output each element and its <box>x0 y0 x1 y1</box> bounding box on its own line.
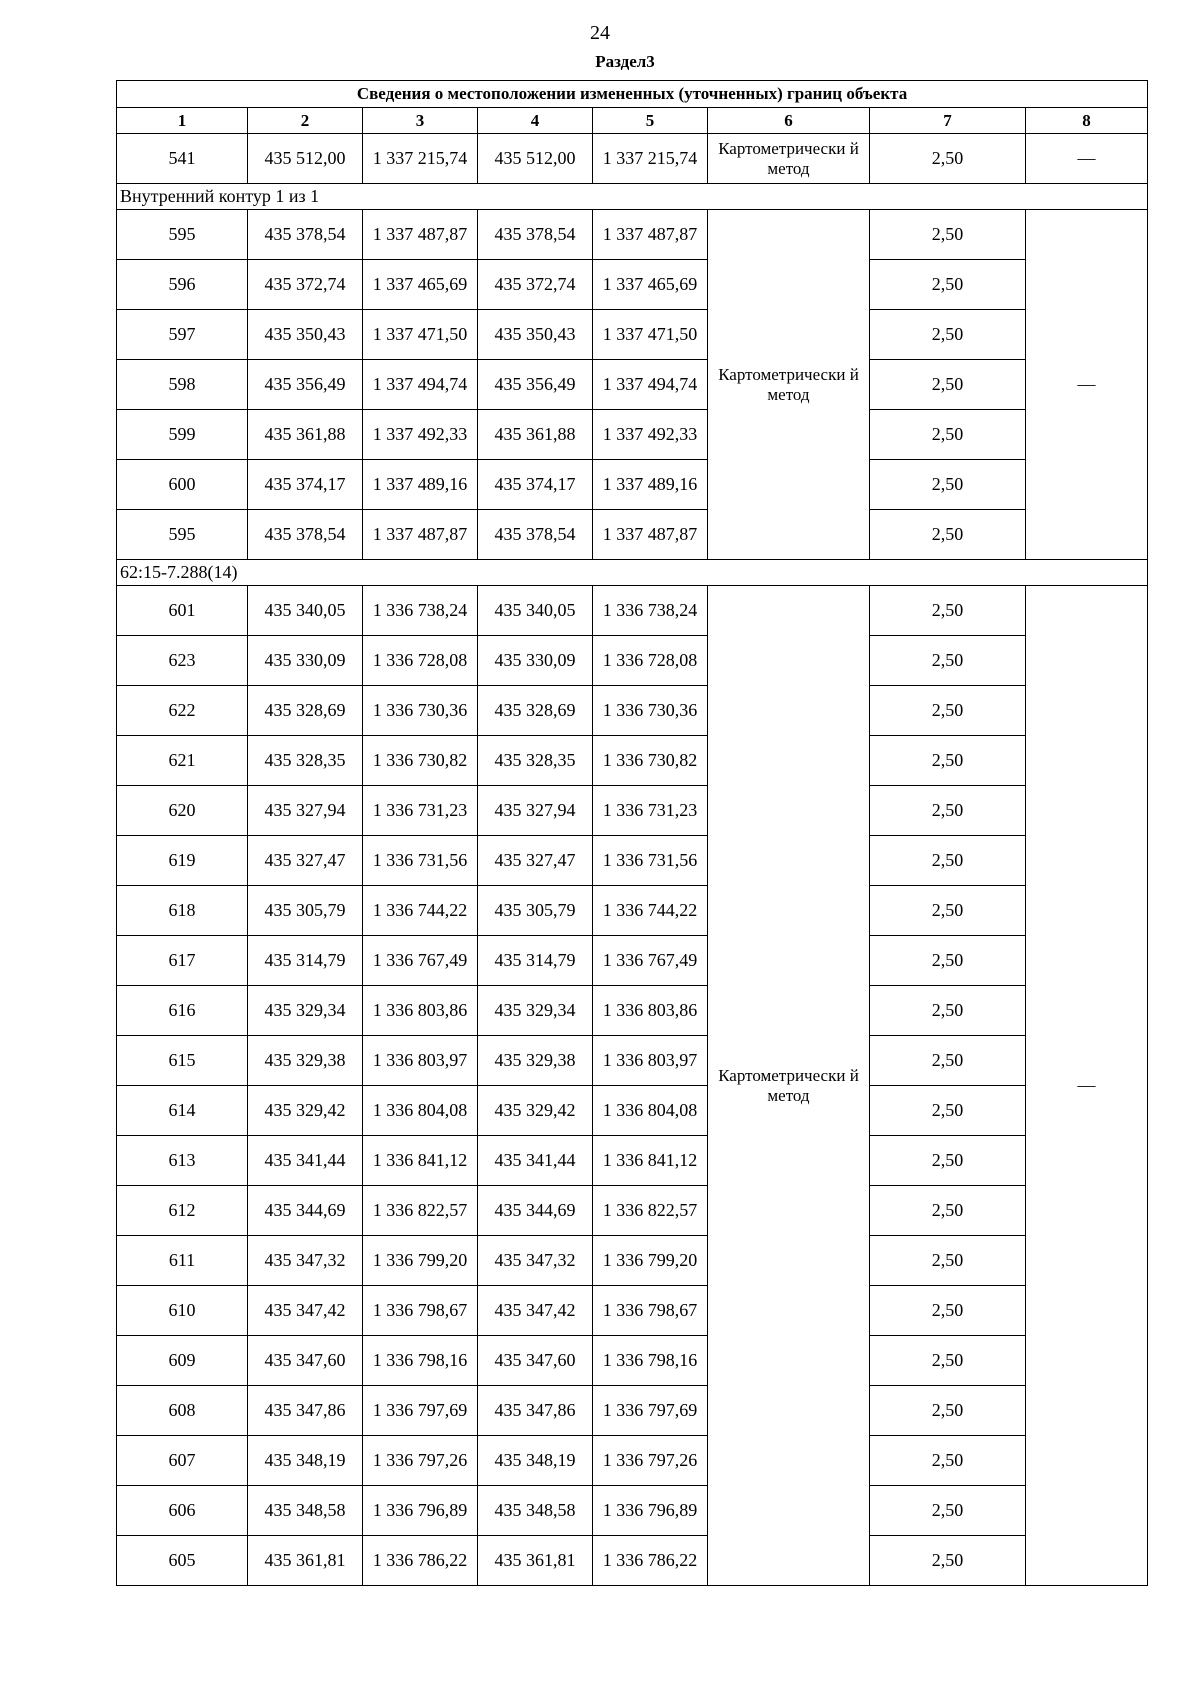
point-number: 607 <box>117 1436 248 1486</box>
point-number: 613 <box>117 1136 248 1186</box>
cell-x-new: 435 341,44 <box>478 1136 593 1186</box>
cell-x-existing: 435 356,49 <box>248 360 363 410</box>
cell-y-new: 1 336 841,12 <box>593 1136 708 1186</box>
cell-x-existing: 435 347,60 <box>248 1336 363 1386</box>
cell-y-new: 1 337 465,69 <box>593 260 708 310</box>
point-number: 541 <box>117 134 248 184</box>
cell-accuracy: 2,50 <box>870 1386 1026 1436</box>
cell-y-existing: 1 336 786,22 <box>363 1536 478 1586</box>
table-row <box>117 936 1148 986</box>
cell-x-new: 435 328,35 <box>478 736 593 786</box>
point-number: 595 <box>117 210 248 260</box>
column-header: 1 <box>117 108 248 134</box>
cell-x-existing: 435 512,00 <box>248 134 363 184</box>
method-cell: Картометрически й метод <box>708 210 870 560</box>
cell-y-existing: 1 337 465,69 <box>363 260 478 310</box>
cell-x-new: 435 361,81 <box>478 1536 593 1586</box>
cell-y-new: 1 336 786,22 <box>593 1536 708 1586</box>
contour-label-row <box>117 560 1148 586</box>
point-number: 612 <box>117 1186 248 1236</box>
cell-x-existing: 435 350,43 <box>248 310 363 360</box>
table-row <box>117 134 1148 184</box>
cell-accuracy: 2,50 <box>870 1036 1026 1086</box>
cell-y-existing: 1 336 767,49 <box>363 936 478 986</box>
cell-x-new: 435 374,17 <box>478 460 593 510</box>
cell-y-new: 1 337 492,33 <box>593 410 708 460</box>
table-row <box>117 636 1148 686</box>
point-number: 599 <box>117 410 248 460</box>
cell-y-existing: 1 337 494,74 <box>363 360 478 410</box>
point-number: 595 <box>117 510 248 560</box>
point-number: 620 <box>117 786 248 836</box>
point-number: 598 <box>117 360 248 410</box>
cell-x-new: 435 348,19 <box>478 1436 593 1486</box>
cell-y-new: 1 336 797,69 <box>593 1386 708 1436</box>
cell-accuracy: 2,50 <box>870 260 1026 310</box>
cell-accuracy: 2,50 <box>870 886 1026 936</box>
cell-x-existing: 435 327,47 <box>248 836 363 886</box>
cell-x-existing: 435 330,09 <box>248 636 363 686</box>
cell-y-existing: 1 336 841,12 <box>363 1136 478 1186</box>
cell-y-existing: 1 336 796,89 <box>363 1486 478 1536</box>
column-header: 6 <box>708 108 870 134</box>
point-number: 617 <box>117 936 248 986</box>
table-row <box>117 1036 1148 1086</box>
table-row <box>117 736 1148 786</box>
cell-x-existing: 435 347,42 <box>248 1286 363 1336</box>
cell-accuracy: 2,50 <box>870 586 1026 636</box>
contour-label: Внутренний контур 1 из 1 <box>117 184 1148 210</box>
cell-x-new: 435 327,47 <box>478 836 593 886</box>
cell-y-existing: 1 336 798,16 <box>363 1336 478 1386</box>
cell-y-existing: 1 336 731,23 <box>363 786 478 836</box>
cell-y-new: 1 337 471,50 <box>593 310 708 360</box>
point-number: 623 <box>117 636 248 686</box>
cell-x-existing: 435 348,58 <box>248 1486 363 1536</box>
point-number: 621 <box>117 736 248 786</box>
cell-accuracy: 2,50 <box>870 1186 1026 1236</box>
cell-y-new: 1 336 796,89 <box>593 1486 708 1536</box>
table-row <box>117 1386 1148 1436</box>
cell-accuracy: 2,50 <box>870 1536 1026 1586</box>
cell-y-new: 1 337 215,74 <box>593 134 708 184</box>
cell-accuracy: 2,50 <box>870 1486 1026 1536</box>
cell-y-existing: 1 336 730,82 <box>363 736 478 786</box>
table-row <box>117 986 1148 1036</box>
cell-y-existing: 1 336 797,69 <box>363 1386 478 1436</box>
point-number: 601 <box>117 586 248 636</box>
cell-x-existing: 435 348,19 <box>248 1436 363 1486</box>
cell-y-existing: 1 336 738,24 <box>363 586 478 636</box>
table-row <box>117 1336 1148 1386</box>
cell-x-existing: 435 328,35 <box>248 736 363 786</box>
cell-accuracy: 2,50 <box>870 636 1026 686</box>
cell-y-new: 1 337 494,74 <box>593 360 708 410</box>
cell-x-existing: 435 361,81 <box>248 1536 363 1586</box>
cell-y-existing: 1 336 803,86 <box>363 986 478 1036</box>
table-row <box>117 1536 1148 1586</box>
cell-accuracy: 2,50 <box>870 736 1026 786</box>
cell-accuracy: 2,50 <box>870 360 1026 410</box>
cell-accuracy: 2,50 <box>870 836 1026 886</box>
cell-x-new: 435 314,79 <box>478 936 593 986</box>
cell-y-existing: 1 336 731,56 <box>363 836 478 886</box>
cell-y-new: 1 336 798,67 <box>593 1286 708 1336</box>
cell-x-new: 435 329,42 <box>478 1086 593 1136</box>
cell-x-existing: 435 361,88 <box>248 410 363 460</box>
point-number: 606 <box>117 1486 248 1536</box>
table-row <box>117 1186 1148 1236</box>
cell-accuracy: 2,50 <box>870 410 1026 460</box>
cell-x-existing: 435 327,94 <box>248 786 363 836</box>
table-row <box>117 410 1148 460</box>
table-row <box>117 886 1148 936</box>
cell-y-new: 1 336 803,97 <box>593 1036 708 1086</box>
section-title: Раздел3 <box>595 52 655 71</box>
point-number: 611 <box>117 1236 248 1286</box>
cell-y-new: 1 336 731,23 <box>593 786 708 836</box>
cell-x-existing: 435 344,69 <box>248 1186 363 1236</box>
cell-accuracy: 2,50 <box>870 134 1026 184</box>
cell-x-existing: 435 372,74 <box>248 260 363 310</box>
column-header: 4 <box>478 108 593 134</box>
cell-x-existing: 435 314,79 <box>248 936 363 986</box>
cell-x-new: 435 347,86 <box>478 1386 593 1436</box>
point-number: 619 <box>117 836 248 886</box>
cell-accuracy: 2,50 <box>870 1086 1026 1136</box>
cell-y-new: 1 336 730,82 <box>593 736 708 786</box>
cell-y-existing: 1 337 489,16 <box>363 460 478 510</box>
table-row <box>117 686 1148 736</box>
cell-x-new: 435 378,54 <box>478 210 593 260</box>
table-title: Сведения о местоположении измененных (уточненных) границ объекта <box>117 81 1148 108</box>
point-number: 616 <box>117 986 248 1036</box>
cell-y-existing: 1 336 804,08 <box>363 1086 478 1136</box>
cell-y-new: 1 336 767,49 <box>593 936 708 986</box>
cell-x-existing: 435 378,54 <box>248 210 363 260</box>
cell-y-new: 1 336 798,16 <box>593 1336 708 1386</box>
point-number: 597 <box>117 310 248 360</box>
cell-accuracy: 2,50 <box>870 1286 1026 1336</box>
cell-y-existing: 1 336 730,36 <box>363 686 478 736</box>
method-cell: Картометрически й метод <box>708 586 870 1586</box>
cell-y-existing: 1 336 798,67 <box>363 1286 478 1336</box>
cell-y-new: 1 336 744,22 <box>593 886 708 936</box>
cell-accuracy: 2,50 <box>870 1136 1026 1186</box>
cell-accuracy: 2,50 <box>870 1336 1026 1386</box>
cell-x-existing: 435 329,38 <box>248 1036 363 1086</box>
cell-y-new: 1 336 738,24 <box>593 586 708 636</box>
point-number: 608 <box>117 1386 248 1436</box>
contour-label-row <box>117 184 1148 210</box>
cell-accuracy: 2,50 <box>870 210 1026 260</box>
cell-y-new: 1 336 799,20 <box>593 1236 708 1286</box>
cell-y-existing: 1 336 803,97 <box>363 1036 478 1086</box>
cell-y-existing: 1 336 797,26 <box>363 1436 478 1486</box>
point-number: 600 <box>117 460 248 510</box>
table-row <box>117 1286 1148 1336</box>
cell-x-existing: 435 341,44 <box>248 1136 363 1186</box>
cell-y-existing: 1 337 487,87 <box>363 510 478 560</box>
cell-y-new: 1 336 797,26 <box>593 1436 708 1486</box>
cell-y-existing: 1 337 215,74 <box>363 134 478 184</box>
cell-y-new: 1 336 731,56 <box>593 836 708 886</box>
cell-y-existing: 1 337 487,87 <box>363 210 478 260</box>
cell-y-existing: 1 336 728,08 <box>363 636 478 686</box>
column-header: 8 <box>1026 108 1148 134</box>
column-header: 2 <box>248 108 363 134</box>
column-header: 5 <box>593 108 708 134</box>
cell-accuracy: 2,50 <box>870 310 1026 360</box>
cell-y-existing: 1 336 822,57 <box>363 1186 478 1236</box>
cell-y-new: 1 336 803,86 <box>593 986 708 1036</box>
table-row <box>117 460 1148 510</box>
cell-x-existing: 435 347,86 <box>248 1386 363 1436</box>
column-header: 7 <box>870 108 1026 134</box>
cell-y-new: 1 336 728,08 <box>593 636 708 686</box>
coordinates-table <box>116 80 1148 1586</box>
method-cell: Картометрически й метод <box>708 134 870 184</box>
point-number: 615 <box>117 1036 248 1086</box>
cell-x-existing: 435 374,17 <box>248 460 363 510</box>
cell-x-new: 435 372,74 <box>478 260 593 310</box>
cell-x-new: 435 356,49 <box>478 360 593 410</box>
cell-accuracy: 2,50 <box>870 460 1026 510</box>
table-row <box>117 360 1148 410</box>
cell-x-new: 435 347,42 <box>478 1286 593 1336</box>
cell-y-new: 1 336 822,57 <box>593 1186 708 1236</box>
cell-x-new: 435 328,69 <box>478 686 593 736</box>
cell-y-existing: 1 336 744,22 <box>363 886 478 936</box>
page-number: 24 <box>590 22 610 44</box>
cell-x-new: 435 348,58 <box>478 1486 593 1536</box>
point-number: 614 <box>117 1086 248 1136</box>
table-row <box>117 1136 1148 1186</box>
table-row <box>117 786 1148 836</box>
table-row <box>117 310 1148 360</box>
cell-x-new: 435 347,60 <box>478 1336 593 1386</box>
cell-y-new: 1 336 730,36 <box>593 686 708 736</box>
cell-x-new: 435 340,05 <box>478 586 593 636</box>
cell-x-new: 435 330,09 <box>478 636 593 686</box>
table-body <box>117 134 1148 1586</box>
table-row <box>117 510 1148 560</box>
cell-x-new: 435 329,38 <box>478 1036 593 1086</box>
cell-y-existing: 1 337 492,33 <box>363 410 478 460</box>
cell-accuracy: 2,50 <box>870 786 1026 836</box>
table-row <box>117 1436 1148 1486</box>
dash-cell: — <box>1026 586 1148 1586</box>
table-row <box>117 1236 1148 1286</box>
point-number: 609 <box>117 1336 248 1386</box>
point-number: 610 <box>117 1286 248 1336</box>
cell-y-existing: 1 336 799,20 <box>363 1236 478 1286</box>
cell-y-new: 1 336 804,08 <box>593 1086 708 1136</box>
cell-x-new: 435 329,34 <box>478 986 593 1036</box>
cell-x-new: 435 378,54 <box>478 510 593 560</box>
point-number: 596 <box>117 260 248 310</box>
table-row <box>117 1486 1148 1536</box>
cell-x-existing: 435 329,42 <box>248 1086 363 1136</box>
cell-x-existing: 435 347,32 <box>248 1236 363 1286</box>
contour-label: 62:15-7.288(14) <box>117 560 1148 586</box>
cell-accuracy: 2,50 <box>870 1236 1026 1286</box>
cell-y-new: 1 337 489,16 <box>593 460 708 510</box>
table-row <box>117 210 1148 260</box>
column-header: 3 <box>363 108 478 134</box>
cell-x-new: 435 344,69 <box>478 1186 593 1236</box>
cell-y-new: 1 337 487,87 <box>593 210 708 260</box>
cell-y-new: 1 337 487,87 <box>593 510 708 560</box>
cell-x-existing: 435 305,79 <box>248 886 363 936</box>
cell-y-existing: 1 337 471,50 <box>363 310 478 360</box>
cell-x-new: 435 350,43 <box>478 310 593 360</box>
dash-cell: — <box>1026 210 1148 560</box>
cell-x-existing: 435 328,69 <box>248 686 363 736</box>
cell-x-existing: 435 378,54 <box>248 510 363 560</box>
cell-accuracy: 2,50 <box>870 986 1026 1036</box>
cell-x-new: 435 327,94 <box>478 786 593 836</box>
dash-cell: — <box>1026 134 1148 184</box>
cell-accuracy: 2,50 <box>870 1436 1026 1486</box>
cell-accuracy: 2,50 <box>870 936 1026 986</box>
cell-accuracy: 2,50 <box>870 686 1026 736</box>
cell-x-new: 435 305,79 <box>478 886 593 936</box>
cell-x-new: 435 347,32 <box>478 1236 593 1286</box>
table-row <box>117 836 1148 886</box>
cell-x-new: 435 512,00 <box>478 134 593 184</box>
point-number: 618 <box>117 886 248 936</box>
cell-x-new: 435 361,88 <box>478 410 593 460</box>
cell-accuracy: 2,50 <box>870 510 1026 560</box>
point-number: 622 <box>117 686 248 736</box>
table-row <box>117 586 1148 636</box>
table-row <box>117 1086 1148 1136</box>
table-row <box>117 260 1148 310</box>
cell-x-existing: 435 329,34 <box>248 986 363 1036</box>
cell-x-existing: 435 340,05 <box>248 586 363 636</box>
point-number: 605 <box>117 1536 248 1586</box>
